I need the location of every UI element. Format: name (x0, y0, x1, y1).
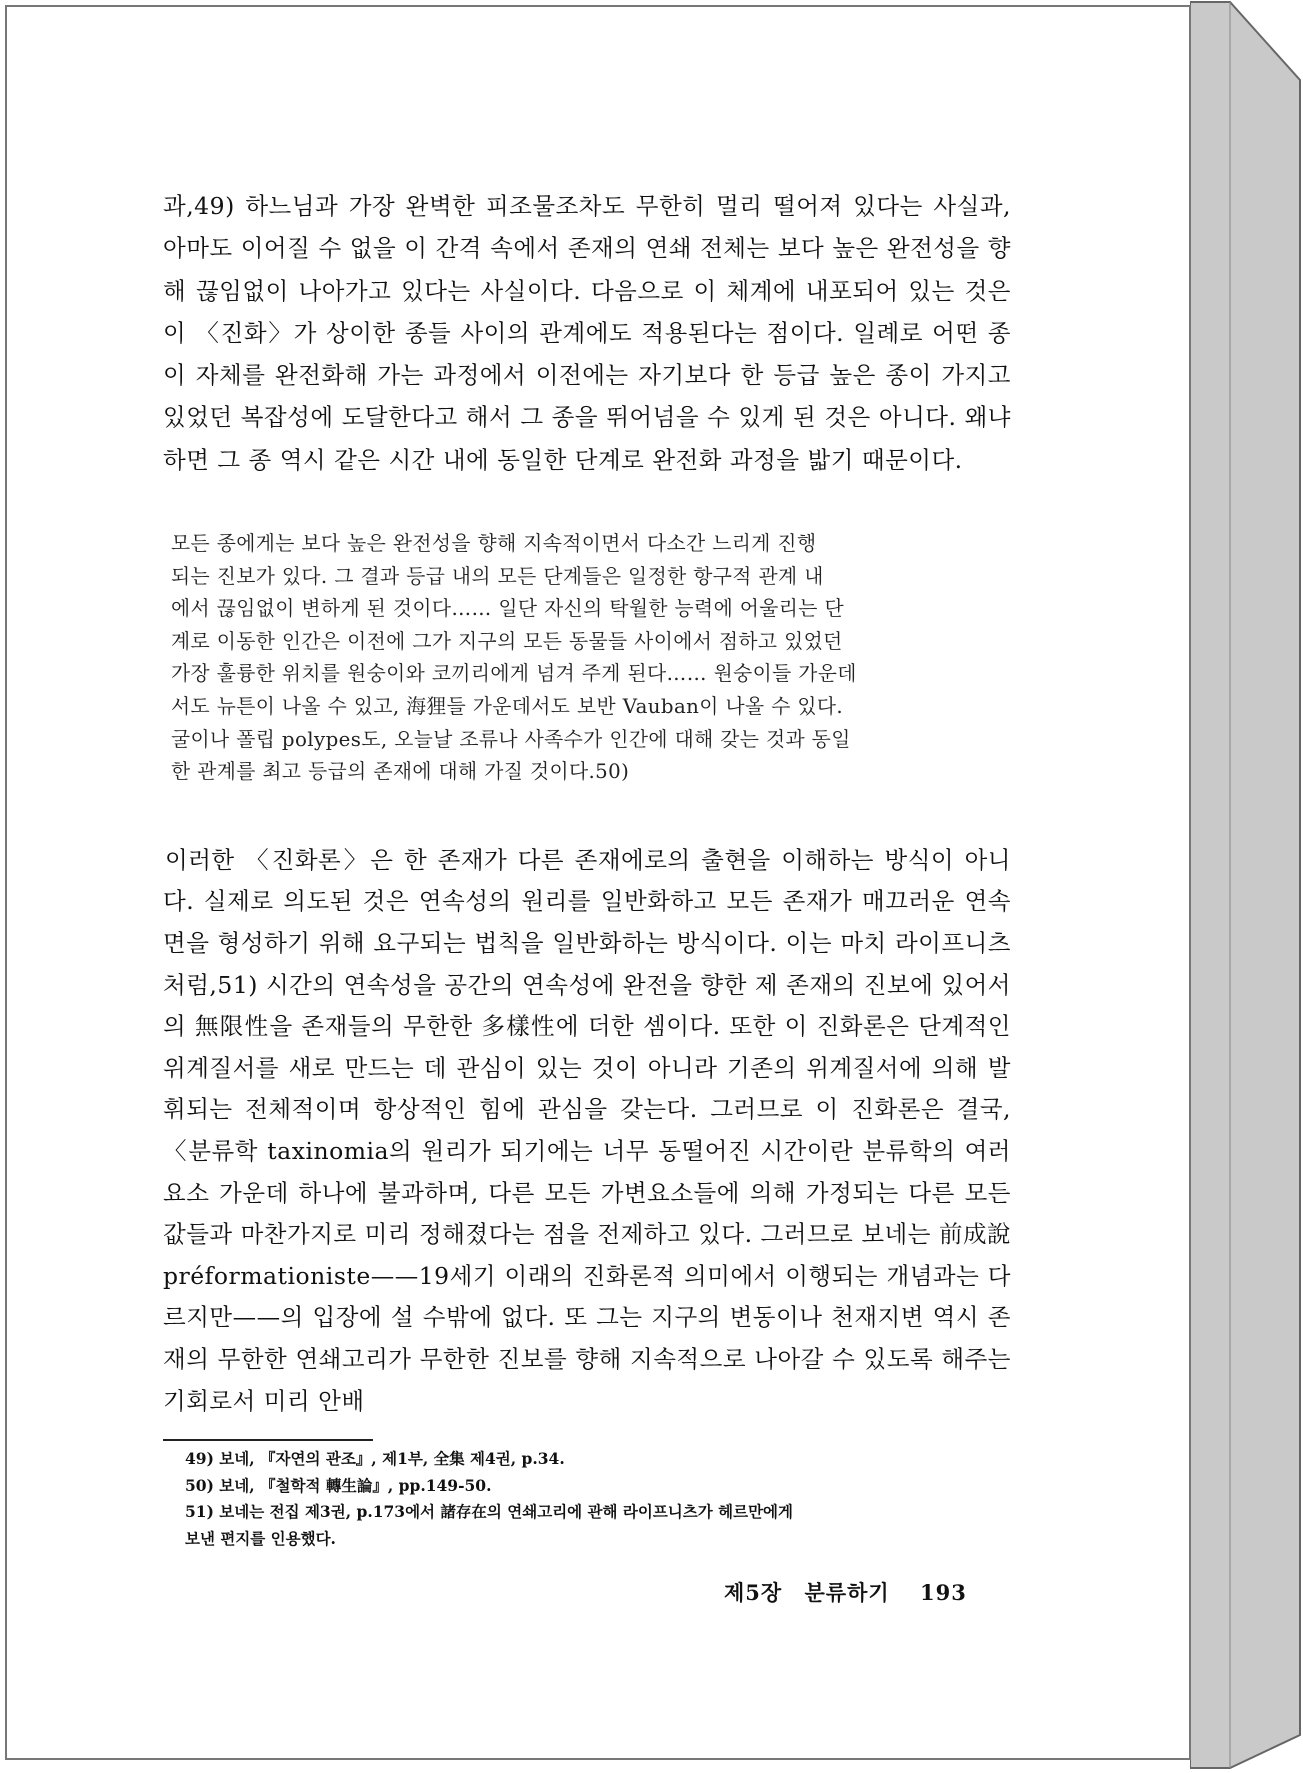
footnote-50: 50) 보네, 『철학적 轉生論』, pp.149-50. (185, 1475, 492, 1495)
footnote-51: 51) 보네는 전집 제3권, p.173에서 諸存在의 연쇄고리에 관해 라이프니츠가 헤르만에게 (185, 1502, 793, 1521)
footnote-divider (163, 1439, 373, 1441)
quote-line: 굴이나 폴립 polypes도, 오늘날 조류나 사족수가 인간에 대해 갖는 것과 동일 (171, 727, 851, 751)
quote-line: 계로 이동한 인간은 이전에 그가 지구의 모든 동물들 사이에서 점하고 있었던 (171, 629, 843, 653)
quote-line: 한 관계를 최고 등급의 존재에 대해 가질 것이다.50) (171, 760, 630, 784)
main-text (163, 185, 1011, 1446)
block-quote (163, 528, 1011, 789)
quote-line: 서도 뉴튼이 나올 수 있고, 海狸들 가운데서도 보반 Vauban이 나올 수 있다. (171, 695, 844, 719)
footnote-49: 49) 보네, 『자연의 관조』, 제1부, 全集 제4권, p.34. (185, 1449, 565, 1468)
body-paragraph-1: 과,49) 하느님과 가장 완벽한 피조물조차도 무한히 멀리 떨어져 있다는 사실과, 아마도 이어질 수 없을 이 간격 속에서 존재의 연쇄 전체는 보다 높은 완전성을 향해 끊임없이 나아가고 있다는 사실이다. 다음으로 이 체계에 내포되어 있는 것은 이 〈진화〉가 상이한 종들 사이의 관계에도 적용된다는 점이다. 일례로 어떤 종이 자체를 완전화해 가는 과정에서 이전에는 자기보다 한 등급 높은 종이 가지고 있었던 복잡성에 도달한다고 해서 그 종을 뛰어넘을 수 있게 된 것은 아니다. 왜냐하면 그 종 역시 같은 시간 내에 동일한 단계로 완전화 과정을 밟기 때문이다. (163, 192, 1011, 474)
body-paragraph-2: 이러한 〈진화론〉은 한 존재가 다른 존재에로의 출현을 이해하는 방식이 아니다. 실제로 의도된 것은 연속성의 원리를 일반화하고 모든 존재가 매끄러운 연속면을 형성하기 위해 요구되는 법칙을 일반화하는 방식이다. 이는 마치 라이프니츠처럼,51) 시간의 연속성을 공간의 연속성에 완전을 향한 제 존재의 진보에 있어서의 無限性을 존재들의 무한한 多樣性에 더한 셈이다. 또한 이 진화론은 단계적인 위계질서를 새로 만드는 데 관심이 있는 것이 아니라 기존의 위계질서에 의해 발휘되는 전체적이며 항상적인 힘에 관심을 갖는다. 그러므로 이 진화론은 결국, 〈분류학 taxinomia의 원리가 되기에는 너무 동떨어진 시간이란 분류학의 여러 요소 가운데 하나에 불과하며, 다른 모든 가변요소들에 의해 가정되는 다른 모든 값들과 마찬가지로 미리 정해졌다는 점을 전제하고 있다. 그러므로 보네는 前成說 préformationiste——19세기 이래의 진화론적 의미에서 이행되는 개념과는 다르지만——의 입장에 설 수밖에 없다. 또 그는 지구의 변동이나 천재지변 역시 존재의 무한한 연쇄고리가 무한한 진보를 향해 지속적으로 나아갈 수 있도록 해주는 기회로서 미리 안배 (163, 845, 1011, 1415)
chapter-title: 분류하기 (804, 1580, 890, 1605)
book-page-edge (1190, 0, 1303, 1773)
quote-line: 에서 끊임없이 변하게 된 것이다…… 일단 자신의 탁월한 능력에 어울리는 단 (171, 597, 844, 621)
footnote-51-continuation: 보낸 편지를 인용했다. (185, 1528, 336, 1548)
footnotes (185, 1446, 1011, 1552)
running-footer (724, 1577, 967, 1607)
chapter-label: 제5장 (724, 1580, 783, 1605)
quote-line: 가장 훌륭한 위치를 원숭이와 코끼리에게 넘겨 주게 된다…… 원숭이들 가운데 (171, 662, 857, 686)
quote-line: 되는 진보가 있다. 그 결과 등급 내의 모든 단계들은 일정한 항구적 관계 내 (171, 564, 824, 588)
page-number: 193 (919, 1580, 967, 1605)
quote-line: 모든 종에게는 보다 높은 완전성을 향해 지속적이면서 다소간 느리게 진행 (171, 532, 817, 556)
